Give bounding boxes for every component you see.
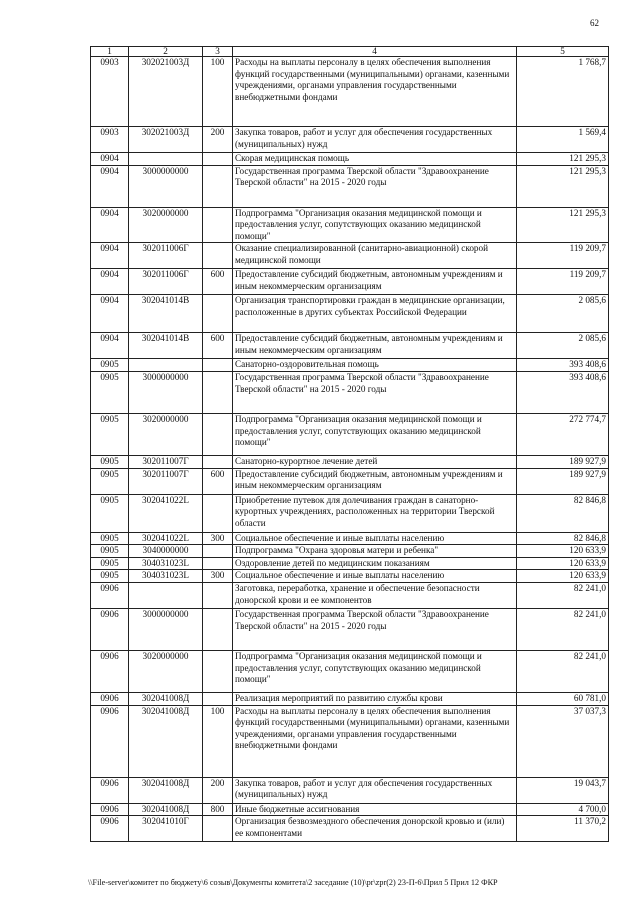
target-article-code-cell: 3000000000 — [129, 608, 203, 650]
table-row — [91, 455, 609, 468]
section-code-cell: 0905 — [91, 413, 129, 455]
section-code-cell: 0904 — [91, 153, 129, 166]
amount-cell: 82 846,8 — [517, 494, 609, 532]
expense-type-code-cell — [203, 295, 233, 333]
table-row — [91, 468, 609, 494]
target-article-code-cell: 302041022L — [129, 532, 203, 545]
section-code-cell: 0906 — [91, 692, 129, 705]
expense-type-code-cell — [203, 165, 233, 207]
amount-cell: 120 633,9 — [517, 570, 609, 583]
table-row — [91, 816, 609, 842]
target-article-code-cell: 302011006Г — [129, 243, 203, 269]
table-row — [91, 165, 609, 207]
page-number: 62 — [590, 18, 599, 28]
expense-type-code-cell: 600 — [203, 333, 233, 359]
item-name-cell: Подпрограмма "Организация оказания медицинской помощи и предоставления услуг, сопутствующих оказанию медицинской помощи" — [233, 650, 517, 692]
expense-type-code-cell: 800 — [203, 803, 233, 816]
table-row — [91, 570, 609, 583]
item-name-cell: Скорая медицинская помощь — [233, 153, 517, 166]
expense-type-code-cell: 600 — [203, 269, 233, 295]
header-col-4: 4 — [233, 47, 517, 57]
expense-type-code-cell — [203, 494, 233, 532]
item-name-cell: Предоставление субсидий бюджетным, автономным учреждениям и иным некоммерческим организациям — [233, 468, 517, 494]
item-name-cell: Оказание специализированной (санитарно-авиационной) скорой медицинской помощи — [233, 243, 517, 269]
section-code-cell: 0906 — [91, 582, 129, 608]
item-name-cell: Иные бюджетные ассигнования — [233, 803, 517, 816]
table-row — [91, 413, 609, 455]
expense-type-code-cell — [203, 545, 233, 558]
amount-cell: 11 370,2 — [517, 816, 609, 842]
target-article-code-cell: 302041022L — [129, 494, 203, 532]
target-article-code-cell: 302011007Г — [129, 455, 203, 468]
table-row — [91, 777, 609, 803]
amount-cell: 60 781,0 — [517, 692, 609, 705]
table-row — [91, 207, 609, 243]
table-row — [91, 371, 609, 413]
table-row — [91, 557, 609, 570]
amount-cell: 121 295,3 — [517, 207, 609, 243]
header-col-1: 1 — [91, 47, 129, 57]
expense-type-code-cell — [203, 582, 233, 608]
target-article-code-cell — [129, 359, 203, 372]
item-name-cell: Закупка товаров, работ и услуг для обеспечения государственных (муниципальных) нужд — [233, 777, 517, 803]
item-name-cell: Оздоровление детей по медицинским показаниям — [233, 557, 517, 570]
item-name-cell: Социальное обеспечение и иные выплаты населению — [233, 570, 517, 583]
section-code-cell: 0905 — [91, 557, 129, 570]
item-name-cell: Расходы на выплаты персоналу в целях обеспечения выполнения функций государственными (муниципальными) органами, казенными учреждениями, органами управления государственными внебюджетными фондами — [233, 57, 517, 127]
item-name-cell: Предоставление субсидий бюджетным, автономным учреждениям и иным некоммерческим организациям — [233, 333, 517, 359]
amount-cell: 2 085,6 — [517, 333, 609, 359]
table-row — [91, 57, 609, 127]
amount-cell: 82 241,0 — [517, 650, 609, 692]
expense-type-code-cell — [203, 207, 233, 243]
expense-type-code-cell — [203, 371, 233, 413]
amount-cell: 19 043,7 — [517, 777, 609, 803]
target-article-code-cell: 3020000000 — [129, 413, 203, 455]
item-name-cell: Государственная программа Тверской области "Здравоохранение Тверской области" на 2015 - 2020 годы — [233, 371, 517, 413]
item-name-cell: Организация транспортировки граждан в медицинские организации, расположенные в других субъектах Российской Федерации — [233, 295, 517, 333]
expense-type-code-cell — [203, 359, 233, 372]
expense-type-code-cell — [203, 608, 233, 650]
item-name-cell: Санаторно-оздоровительная помощь — [233, 359, 517, 372]
item-name-cell: Социальное обеспечение и иные выплаты населению — [233, 532, 517, 545]
item-name-cell: Государственная программа Тверской области "Здравоохранение Тверской области" на 2015 - 2020 годы — [233, 608, 517, 650]
expense-type-code-cell — [203, 153, 233, 166]
amount-cell: 121 295,3 — [517, 153, 609, 166]
expense-type-code-cell: 300 — [203, 532, 233, 545]
target-article-code-cell: 302041010Г — [129, 816, 203, 842]
section-code-cell: 0904 — [91, 295, 129, 333]
table-row — [91, 333, 609, 359]
section-code-cell: 0905 — [91, 532, 129, 545]
expense-type-code-cell: 200 — [203, 127, 233, 153]
table-row — [91, 803, 609, 816]
item-name-cell: Расходы на выплаты персоналу в целях обеспечения выполнения функций государственными (муниципальными) органами, казенными учреждениями, органами управления государственными внебюджетными фондами — [233, 705, 517, 777]
target-article-code-cell: 302041014В — [129, 295, 203, 333]
target-article-code-cell: 302041014В — [129, 333, 203, 359]
table-row — [91, 243, 609, 269]
expense-type-code-cell — [203, 692, 233, 705]
target-article-code-cell: 302021003Д — [129, 127, 203, 153]
amount-cell: 119 209,7 — [517, 269, 609, 295]
target-article-code-cell: 302041008Д — [129, 803, 203, 816]
item-name-cell: Заготовка, переработка, хранение и обеспечение безопасности донорской крови и ее компонентов — [233, 582, 517, 608]
table-row — [91, 582, 609, 608]
section-code-cell: 0906 — [91, 777, 129, 803]
expense-type-code-cell: 600 — [203, 468, 233, 494]
table-row — [91, 153, 609, 166]
expense-type-code-cell — [203, 650, 233, 692]
section-code-cell: 0905 — [91, 545, 129, 558]
section-code-cell: 0905 — [91, 570, 129, 583]
target-article-code-cell: 3000000000 — [129, 371, 203, 413]
item-name-cell: Государственная программа Тверской области "Здравоохранение Тверской области" на 2015 - 2020 годы — [233, 165, 517, 207]
amount-cell: 37 037,3 — [517, 705, 609, 777]
amount-cell: 1 768,7 — [517, 57, 609, 127]
expense-type-code-cell: 300 — [203, 570, 233, 583]
section-code-cell: 0903 — [91, 57, 129, 127]
item-name-cell: Подпрограмма "Организация оказания медицинской помощи и предоставления услуг, сопутствующих оказанию медицинской помощи" — [233, 413, 517, 455]
section-code-cell: 0906 — [91, 608, 129, 650]
item-name-cell: Санаторно-курортное лечение детей — [233, 455, 517, 468]
budget-table — [90, 46, 609, 842]
table-row — [91, 608, 609, 650]
amount-cell: 82 846,8 — [517, 532, 609, 545]
section-code-cell: 0906 — [91, 705, 129, 777]
header-col-5: 5 — [517, 47, 609, 57]
amount-cell: 1 569,4 — [517, 127, 609, 153]
amount-cell: 120 633,9 — [517, 545, 609, 558]
amount-cell: 189 927,9 — [517, 455, 609, 468]
amount-cell: 120 633,9 — [517, 557, 609, 570]
item-name-cell: Подпрограмма "Охрана здоровья матери и ребенка" — [233, 545, 517, 558]
target-article-code-cell: 304031023L — [129, 557, 203, 570]
section-code-cell: 0905 — [91, 494, 129, 532]
target-article-code-cell: 302011006Г — [129, 269, 203, 295]
table-body — [91, 57, 609, 842]
table-row — [91, 494, 609, 532]
section-code-cell: 0906 — [91, 803, 129, 816]
amount-cell: 189 927,9 — [517, 468, 609, 494]
section-code-cell: 0905 — [91, 359, 129, 372]
section-code-cell: 0904 — [91, 165, 129, 207]
file-path-footer: \\File-server\комитет по бюджету\6 созыв\Документы комитета\2 заседание (10)\pr\zpr(2) 23-П-6\Прил 5 Прил 12 ФКР — [88, 878, 498, 887]
section-code-cell: 0905 — [91, 455, 129, 468]
amount-cell: 393 408,6 — [517, 359, 609, 372]
expense-type-code-cell — [203, 413, 233, 455]
section-code-cell: 0906 — [91, 650, 129, 692]
expense-type-code-cell — [203, 816, 233, 842]
target-article-code-cell: 3020000000 — [129, 650, 203, 692]
table-row — [91, 532, 609, 545]
section-code-cell: 0905 — [91, 371, 129, 413]
target-article-code-cell: 3020000000 — [129, 207, 203, 243]
item-name-cell: Предоставление субсидий бюджетным, автономным учреждениям и иным некоммерческим организациям — [233, 269, 517, 295]
expense-type-code-cell — [203, 243, 233, 269]
target-article-code-cell: 3040000000 — [129, 545, 203, 558]
section-code-cell: 0904 — [91, 207, 129, 243]
section-code-cell: 0904 — [91, 243, 129, 269]
amount-cell: 82 241,0 — [517, 608, 609, 650]
target-article-code-cell: 302021003Д — [129, 57, 203, 127]
table-row — [91, 359, 609, 372]
section-code-cell: 0903 — [91, 127, 129, 153]
section-code-cell: 0904 — [91, 269, 129, 295]
table-row — [91, 692, 609, 705]
header-col-3: 3 — [203, 47, 233, 57]
section-code-cell: 0904 — [91, 333, 129, 359]
header-col-2: 2 — [129, 47, 203, 57]
expense-type-code-cell: 200 — [203, 777, 233, 803]
table-row — [91, 127, 609, 153]
amount-cell: 82 241,0 — [517, 582, 609, 608]
target-article-code-cell — [129, 153, 203, 166]
target-article-code-cell: 302041008Д — [129, 705, 203, 777]
table-row — [91, 705, 609, 777]
expense-type-code-cell — [203, 455, 233, 468]
table-row — [91, 269, 609, 295]
amount-cell: 121 295,3 — [517, 165, 609, 207]
item-name-cell: Закупка товаров, работ и услуг для обеспечения государственных (муниципальных) нужд — [233, 127, 517, 153]
target-article-code-cell: 302041008Д — [129, 692, 203, 705]
amount-cell: 119 209,7 — [517, 243, 609, 269]
amount-cell: 393 408,6 — [517, 371, 609, 413]
target-article-code-cell: 302041008Д — [129, 777, 203, 803]
target-article-code-cell: 304031023L — [129, 570, 203, 583]
target-article-code-cell — [129, 582, 203, 608]
amount-cell: 4 700,0 — [517, 803, 609, 816]
target-article-code-cell: 302011007Г — [129, 468, 203, 494]
item-name-cell: Организация безвозмездного обеспечения донорской кровью и (или) ее компонентами — [233, 816, 517, 842]
expense-type-code-cell: 100 — [203, 705, 233, 777]
expense-type-code-cell: 100 — [203, 57, 233, 127]
item-name-cell: Приобретение путевок для долечивания граждан в санаторно-курортных учреждениях, расположенных на территории Тверской области — [233, 494, 517, 532]
item-name-cell: Подпрограмма "Организация оказания медицинской помощи и предоставления услуг, сопутствующих оказанию медицинской помощи" — [233, 207, 517, 243]
item-name-cell: Реализация мероприятий по развитию службы крови — [233, 692, 517, 705]
table-row — [91, 295, 609, 333]
target-article-code-cell: 3000000000 — [129, 165, 203, 207]
expense-type-code-cell — [203, 557, 233, 570]
amount-cell: 2 085,6 — [517, 295, 609, 333]
section-code-cell: 0905 — [91, 468, 129, 494]
table-row — [91, 545, 609, 558]
section-code-cell: 0906 — [91, 816, 129, 842]
table-header-row — [91, 47, 609, 57]
table-row — [91, 650, 609, 692]
amount-cell: 272 774,7 — [517, 413, 609, 455]
